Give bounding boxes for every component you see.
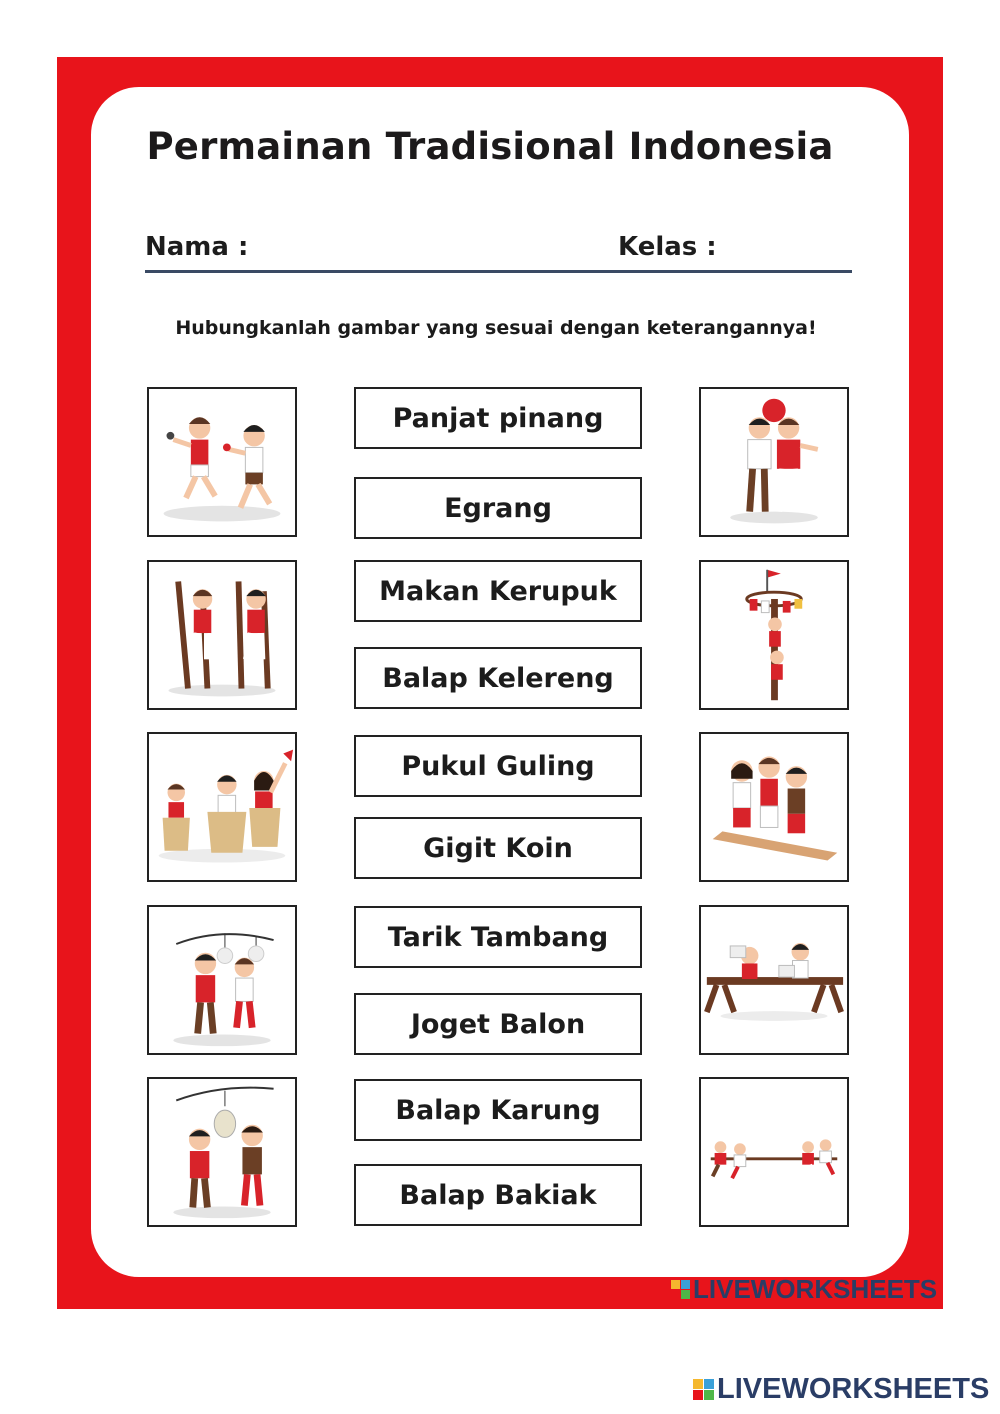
- clog-race-icon: [701, 734, 847, 880]
- word-box-3[interactable]: Makan Kerupuk: [354, 560, 642, 622]
- name-class-input-line[interactable]: [145, 270, 852, 273]
- class-label: Kelas :: [618, 232, 717, 262]
- right-image-4[interactable]: [699, 905, 849, 1055]
- liveworksheets-logo-icon: [693, 1379, 714, 1400]
- word-box-5[interactable]: Pukul Guling: [354, 735, 642, 797]
- sack-race-icon: [149, 734, 295, 880]
- liveworksheets-watermark-inner: LIVEWORKSHEETS: [671, 1274, 937, 1305]
- tug-of-war-icon: [701, 1079, 847, 1225]
- right-image-3[interactable]: [699, 732, 849, 882]
- name-label: Nama :: [145, 232, 249, 262]
- balloon-dance-icon: [701, 389, 847, 535]
- right-image-1[interactable]: [699, 387, 849, 537]
- egg-spoon-race-icon: [149, 389, 295, 535]
- left-image-5[interactable]: [147, 1077, 297, 1227]
- right-image-5[interactable]: [699, 1077, 849, 1227]
- word-box-4[interactable]: Balap Kelereng: [354, 647, 642, 709]
- left-image-2[interactable]: [147, 560, 297, 710]
- right-image-2[interactable]: [699, 560, 849, 710]
- liveworksheets-watermark-outer: LIVEWORKSHEETS: [693, 1373, 989, 1406]
- hanging-coin-biting-icon: [149, 1079, 295, 1225]
- word-box-8[interactable]: Joget Balon: [354, 993, 642, 1055]
- liveworksheets-logo-icon: [671, 1280, 690, 1299]
- word-box-10[interactable]: Balap Bakiak: [354, 1164, 642, 1226]
- word-box-1[interactable]: Panjat pinang: [354, 387, 642, 449]
- left-image-1[interactable]: [147, 387, 297, 537]
- pillow-fight-icon: [701, 907, 847, 1053]
- word-box-2[interactable]: Egrang: [354, 477, 642, 539]
- instruction-text: Hubungkanlah gambar yang sesuai dengan keterangannya!: [175, 317, 817, 339]
- left-image-3[interactable]: [147, 732, 297, 882]
- hanging-cracker-eating-icon: [149, 907, 295, 1053]
- stilts-icon: [149, 562, 295, 708]
- word-box-6[interactable]: Gigit Koin: [354, 817, 642, 879]
- left-image-4[interactable]: [147, 905, 297, 1055]
- page-title: Permainan Tradisional Indonesia: [146, 125, 834, 168]
- word-box-9[interactable]: Balap Karung: [354, 1079, 642, 1141]
- greased-pole-climbing-icon: [701, 562, 847, 708]
- word-box-7[interactable]: Tarik Tambang: [354, 906, 642, 968]
